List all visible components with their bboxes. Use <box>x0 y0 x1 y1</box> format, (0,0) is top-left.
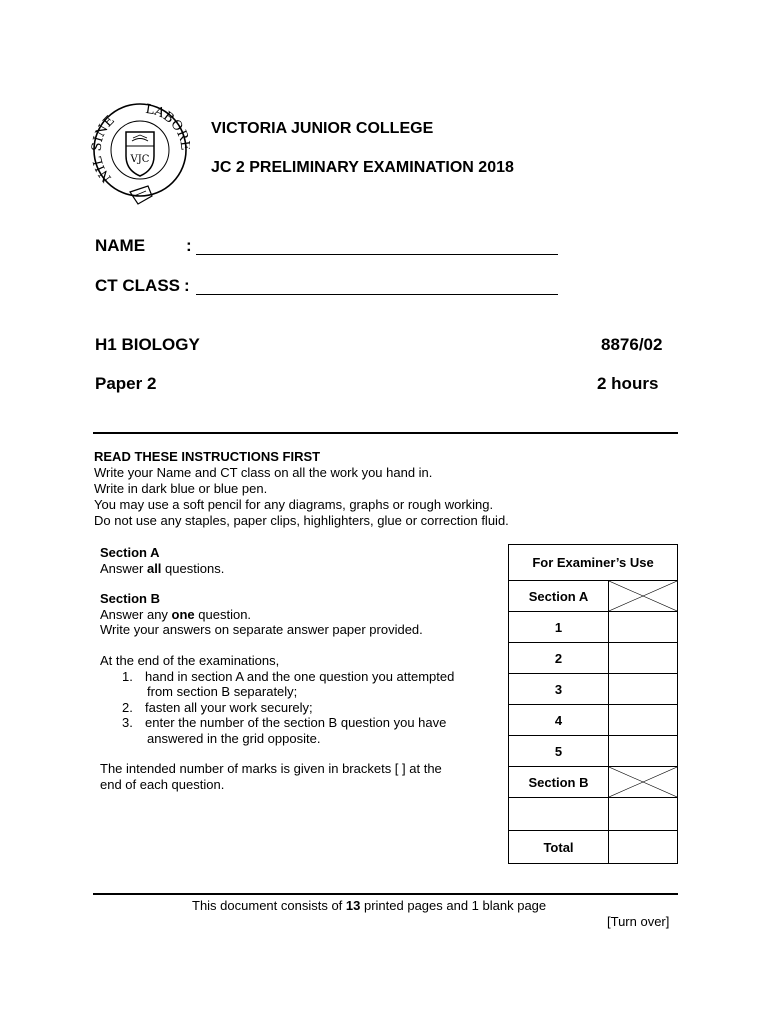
list-item: 2. fasten all your work securely; <box>122 699 313 715</box>
class-input-line[interactable] <box>196 294 558 295</box>
name-input-line[interactable] <box>196 254 558 255</box>
section-b-block <box>100 591 500 638</box>
motto-left-text: NIL SINE <box>90 113 118 185</box>
footer-divider <box>93 893 678 895</box>
crossed-cell <box>609 767 678 798</box>
row-label-q5: 5 <box>509 736 609 767</box>
college-crest-logo <box>90 100 190 212</box>
motto-right-text: LABOR <box>144 101 190 143</box>
class-colon: : <box>184 276 190 295</box>
list-item-continuation: from section B separately; <box>147 684 298 699</box>
row-label-section-a: Section A <box>509 581 609 612</box>
row-label-q3: 3 <box>509 674 609 705</box>
list-item-continuation: answered in the grid opposite. <box>147 730 321 746</box>
marks-note: The intended number of marks is given in brackets [ ] at the end of each question. <box>100 761 442 792</box>
mark-cell[interactable] <box>609 643 678 674</box>
instructions-block <box>94 449 509 529</box>
paper-number: Paper 2 <box>95 374 157 393</box>
turn-over-note: [Turn over] <box>607 914 670 929</box>
section-a-text: Answer all questions. <box>100 560 225 576</box>
name-colon: : <box>186 236 192 255</box>
examiner-table-title: For Examiner’s Use <box>509 545 678 581</box>
subject-code: 8876/02 <box>601 335 663 354</box>
row-label-q4: 4 <box>509 705 609 736</box>
examiner-use-table <box>508 544 678 864</box>
crossed-cell <box>609 581 678 612</box>
section-a-block <box>100 545 500 576</box>
row-label-q2: 2 <box>509 643 609 674</box>
instruction-line: You may use a soft pencil for any diagrams, graphs or rough working. <box>94 497 494 512</box>
instructions-heading: READ THESE INSTRUCTIONS FIRST <box>94 449 321 464</box>
row-label-q1: 1 <box>509 612 609 643</box>
svg-text:NIL SINE <box>90 113 118 185</box>
instruction-line: Write in dark blue or blue pen. <box>94 481 268 496</box>
header-divider <box>93 432 678 434</box>
paper-duration: 2 hours <box>597 374 659 393</box>
end-instructions-block <box>100 653 500 746</box>
section-a-heading: Section A <box>100 545 160 560</box>
instruction-line: Write your Name and CT class on all the work you hand in. <box>94 465 433 480</box>
section-b-question-cell[interactable] <box>509 798 609 831</box>
college-name: VICTORIA JUNIOR COLLEGE <box>211 120 434 137</box>
exam-title: JC 2 PRELIMINARY EXAMINATION 2018 <box>211 159 514 176</box>
end-instructions-intro: At the end of the examinations, <box>100 653 280 668</box>
mark-cell[interactable] <box>609 612 678 643</box>
page-count-note: This document consists of 13 printed pages and 1 blank page <box>192 898 547 913</box>
list-item: 1. hand in section A and the one question you attempted <box>122 668 455 684</box>
instruction-line: Do not use any staples, paper clips, highlighters, glue or correction fluid. <box>94 513 509 528</box>
section-b-heading: Section B <box>100 591 160 606</box>
section-b-line2: Write your answers on separate answer paper provided. <box>100 622 423 637</box>
subject-name: H1 BIOLOGY <box>95 335 200 354</box>
section-b-text: Answer any one question. <box>100 606 252 622</box>
svg-text:LABORE <box>144 102 190 151</box>
name-label: NAME <box>95 236 146 255</box>
total-cell[interactable] <box>609 831 678 864</box>
mark-cell[interactable] <box>609 705 678 736</box>
mark-cell[interactable] <box>609 674 678 705</box>
mark-cell[interactable] <box>609 736 678 767</box>
mark-cell[interactable] <box>609 798 678 831</box>
row-label-total: Total <box>509 831 609 864</box>
list-item: 3. enter the number of the section B question you have <box>122 715 447 730</box>
row-label-section-b: Section B <box>509 767 609 798</box>
logo-initials: VJC <box>130 154 150 165</box>
class-label: CT CLASS <box>95 276 180 295</box>
